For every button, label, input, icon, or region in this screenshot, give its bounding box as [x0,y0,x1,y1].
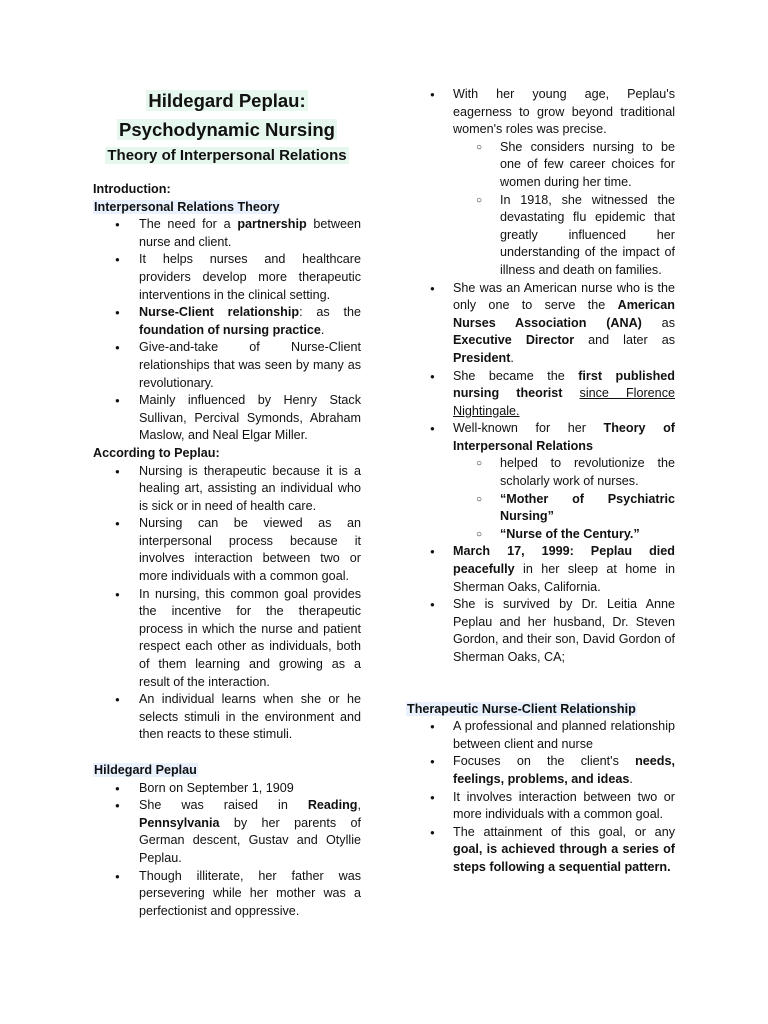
list-item [406,543,675,596]
sub-list [453,455,675,543]
list-item: ● It involves interaction between two or more individuals with a common goal. [406,789,675,824]
sub-list-item: ○ She considers nursing to be one of few career choices for women during her time. [453,139,675,192]
bold-text: American Nurses Association (ANA) [453,298,675,330]
text-run: . [320,322,325,337]
list-item: ● In nursing, this common goal provides the incentive for the therapeutic process in which the nurse and patient respect each other as individuals, both of them learning and growing as a result of the interaction. [93,586,361,692]
bold-text: Pennsylvania [139,815,220,830]
text-run: She was an American nurse who is the only one to serve the [453,280,675,313]
text-run: : as the [299,305,361,320]
introduction-heading: Introduction: [93,182,171,196]
list-item [406,753,675,788]
text-run: Well-known for her [453,421,604,436]
bold-text: March 17, 1999: Peplau died peacefully [453,544,675,577]
list-item: ● Nursing can be viewed as an interpersonal process because it involves interaction between two or more individuals with a common goal. [93,515,361,585]
text-run: between nurse and client. [139,217,361,249]
bold-text: partnership [237,217,307,232]
text-run: in her sleep at home in Sherman Oaks, California. [453,562,675,594]
list-item: ● Give-and-take of Nurse-Client relationships that was seen by many as revolutionary. [93,339,361,392]
bold-text: first published nursing theorist [453,368,675,401]
hildegard-peplau-heading-text: Hildegard Peplau [94,763,197,777]
list-item: ● An individual learns when she or he selects stimuli in the environment and then reacts to these stimuli. [93,691,361,744]
text-run: The need for a [139,217,238,232]
according-to-peplau-list [93,463,361,745]
therapeutic-relationship-heading-text: Therapeutic Nurse-Client Relationship [407,701,636,716]
list-item: ● It helps nurses and healthcare providers develop more therapeutic interventions in the clinical setting. [93,251,361,304]
subtitle-text: Theory of Interpersonal Relations [107,147,347,164]
text-run: . [629,771,633,786]
text-run: The attainment of this goal, or any [453,824,675,839]
sub-list-item: ○ In 1918, she witnessed the devastating flu epidemic that greatly influenced her understanding of the impact of illness and death on families. [453,192,675,280]
bold-text: foundation of nursing practice [139,322,321,337]
list-item [406,280,675,368]
spacer [93,744,361,762]
bold-text: Reading [307,798,358,813]
biography-list [93,780,361,921]
bold-text: goal, is achieved through a series of steps following a sequential pattern. [453,842,675,874]
text-run: and later as [574,333,675,348]
text-run: , [357,798,361,813]
text-run: With her young age, Peplau's eagerness to grow beyond traditional women's roles was precise. [453,87,675,137]
text-run: . [510,350,514,365]
bold-text: Executive Director [453,333,575,348]
sub-list-item: ○ helped to revolutionize the scholarly work of nurses. [453,455,675,490]
list-item [406,368,675,421]
list-item [406,420,675,543]
bold-text: Nurse-Client relationship [139,305,300,320]
list-item: ● Nursing is therapeutic because it is a healing art, assisting an individual who is sick or in need of health care. [93,463,361,516]
list-item [406,86,675,280]
sub-list [453,139,675,280]
spacer [406,667,675,684]
document-subtitle [93,145,361,167]
list-item: ● A professional and planned relationship between client and nurse [406,718,675,753]
underlined-text: since Florence Nightingale. [453,386,675,418]
title-line-2: Psychodynamic Nursing [119,119,335,140]
list-item: ● Mainly influenced by Henry Stack Sullivan, Percival Symonds, Abraham Maslow, and Neal Elgar Miller. [93,392,361,445]
list-item: ● Born on September 1, 1909 [93,780,361,798]
sub-list-item [453,491,675,526]
text-run: as [641,315,675,330]
document-title [93,86,361,144]
bold-text: “Mother of Psychiatric Nursing” [500,491,675,524]
list-item: ● Though illiterate, her father was persevering while her mother was a perfectionist and oppressive. [93,868,361,921]
list-item [406,824,675,877]
title-line-1: Hildegard Peplau: [148,90,306,111]
list-item [93,797,361,867]
bold-text: “Nurse of the Century.” [500,526,640,541]
list-item [93,216,361,251]
bold-text: Theory of Interpersonal Relations [453,421,675,453]
biography-continued-list [406,86,675,667]
interpersonal-relations-heading [93,199,361,217]
text-run [562,386,579,400]
bold-text: needs, feelings, problems, and ideas [453,754,675,786]
therapeutic-relationship-list [406,718,675,876]
hildegard-peplau-heading [93,762,361,780]
according-to-peplau-heading: According to Peplau: [93,445,220,460]
introduction-list [93,216,361,445]
text-run: Focuses on the client's [453,754,636,769]
list-item: ● She is survived by Dr. Leitia Anne Peplau and her husband, Dr. Steven Gordon, and their son, David Gordon of Sherman Oaks, CA; [406,596,675,666]
interpersonal-relations-heading-text: Interpersonal Relations Theory [94,199,280,214]
left-column [93,86,361,920]
list-item [93,304,361,339]
sub-list-item [453,526,675,544]
therapeutic-relationship-heading [406,701,675,719]
text-run: She was raised in [139,798,308,813]
right-column [406,86,675,877]
text-run: by her parents of German descent, Gustav and Otyllie Peplau. [139,815,361,865]
text-run: She became the [453,368,579,383]
bold-text: President [453,350,511,365]
spacer [406,684,675,701]
